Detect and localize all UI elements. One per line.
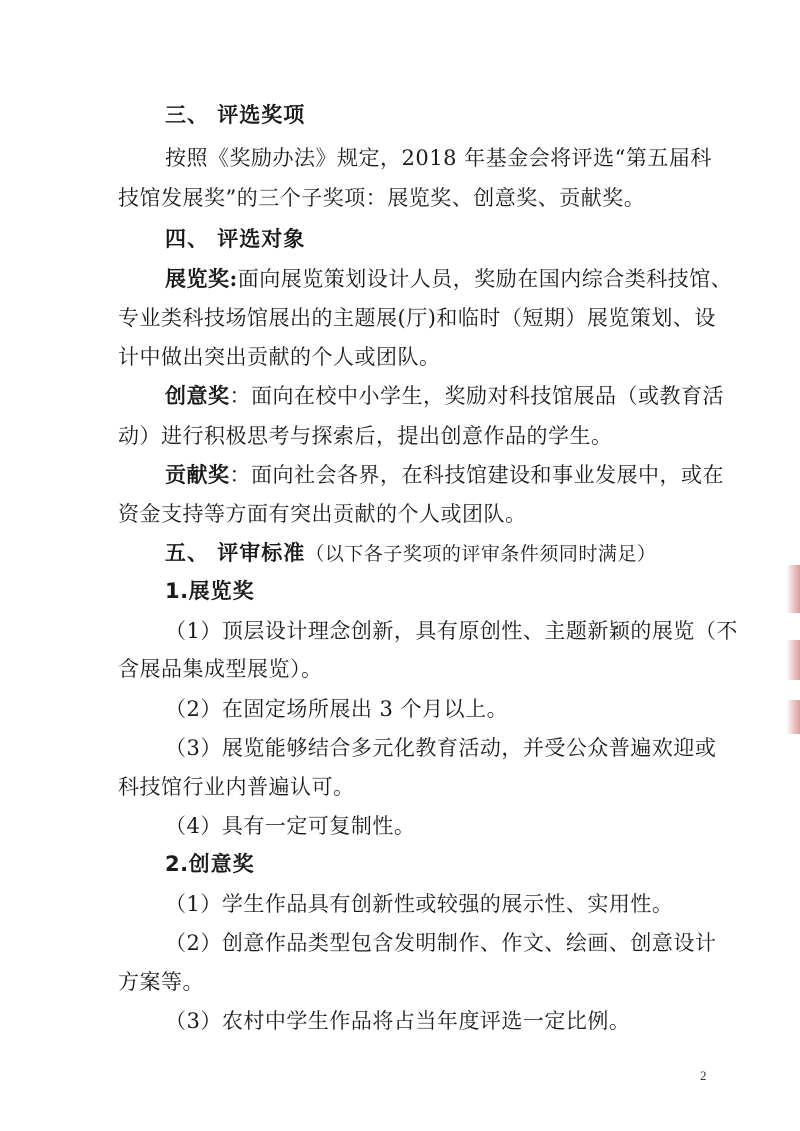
award-term-exhibition: 展览奖: — [165, 266, 238, 291]
section-heading-targets — [165, 225, 305, 253]
body-text: （1）顶层设计理念创新，具有原创性、主题新颖的展览（不 — [165, 619, 738, 643]
paragraph-line — [118, 968, 204, 996]
paragraph-line — [118, 343, 441, 371]
body-text: 按照《奖励办法》规定，2018 年基金会将评选“第五届科 — [165, 146, 712, 170]
body-text: 资金支持等方面有突出贡献的个人或团队。 — [118, 502, 527, 526]
body-text: （2）创意作品类型包含发明制作、作文、绘画、创意设计 — [165, 931, 717, 955]
paragraph-line — [165, 617, 738, 645]
heading-text: 五、 评审标准 — [165, 541, 306, 565]
page-number: 2 — [700, 1068, 707, 1083]
heading-text: 三、 评选奖项 — [165, 103, 306, 127]
heading-text: 四、 评选对象 — [165, 227, 306, 251]
body-text: （1）学生作品具有创新性或较强的展示性、实用性。 — [165, 892, 674, 916]
paragraph-line — [118, 655, 323, 683]
body-text: 含展品集成型展览）。 — [118, 657, 323, 681]
seal-edge-mark — [786, 640, 800, 680]
subheading-number: 1. — [165, 579, 189, 603]
body-text: （4）具有一定可复制性。 — [165, 814, 416, 838]
paragraph-line — [165, 461, 724, 489]
body-text: ：面向社会各界，在科技馆建设和事业发展中，或在 — [229, 463, 724, 487]
paragraph-line — [165, 695, 508, 723]
body-text: 专业类科技场馆展出的主题展(厅)和临时（短期）展览策划、设 — [118, 306, 716, 330]
paragraph-line — [118, 184, 645, 212]
body-text: 计中做出突出贡献的个人或团队。 — [118, 345, 441, 369]
subheading-text: 展览奖 — [188, 579, 255, 603]
seal-edge-mark — [786, 700, 800, 734]
section-heading-criteria — [165, 539, 656, 568]
body-text: ：面向在校中小学生，奖励对科技馆展品（或教育活 — [229, 384, 724, 408]
section-heading-awards — [165, 101, 305, 129]
body-text: 动）进行积极思考与探索后，提出创意作品的学生。 — [118, 424, 613, 448]
paragraph-line — [165, 929, 716, 957]
body-text: 科技馆行业内普遍认可。 — [118, 775, 355, 799]
paragraph-line — [165, 890, 673, 918]
paragraph-line — [118, 773, 355, 801]
body-text: 方案等。 — [118, 970, 204, 994]
body-text: （2）在固定场所展出 3 个月以上。 — [165, 697, 509, 721]
paragraph-line — [165, 144, 712, 172]
body-text: （3）展览能够结合多元化教育活动，并受公众普遍欢迎或 — [165, 736, 717, 760]
subheading-number: 2. — [165, 852, 189, 876]
paragraph-line — [118, 422, 613, 450]
subheading-exhibition — [165, 577, 255, 605]
subheading-creative — [165, 850, 255, 878]
paragraph-line — [118, 500, 527, 528]
paragraph-line — [165, 1007, 630, 1035]
paragraph-line — [165, 382, 724, 410]
body-text: 面向展览策划设计人员，奖励在国内综合类科技馆、 — [237, 267, 733, 291]
paragraph-line — [165, 812, 415, 840]
award-term-contribution: 贡献奖 — [165, 462, 230, 487]
body-text: 技馆发展奖”的三个子奖项：展览奖、创意奖、贡献奖。 — [118, 186, 646, 210]
heading-note: （以下各子奖项的评审条件须同时满足） — [305, 543, 657, 565]
award-term-creative: 创意奖 — [165, 383, 230, 408]
body-text: （3）农村中学生作品将占当年度评选一定比例。 — [165, 1009, 631, 1033]
seal-edge-mark — [786, 565, 800, 613]
paragraph-line — [118, 304, 716, 332]
paragraph-line — [165, 734, 716, 762]
paragraph-line — [165, 265, 732, 293]
subheading-text: 创意奖 — [188, 852, 255, 876]
